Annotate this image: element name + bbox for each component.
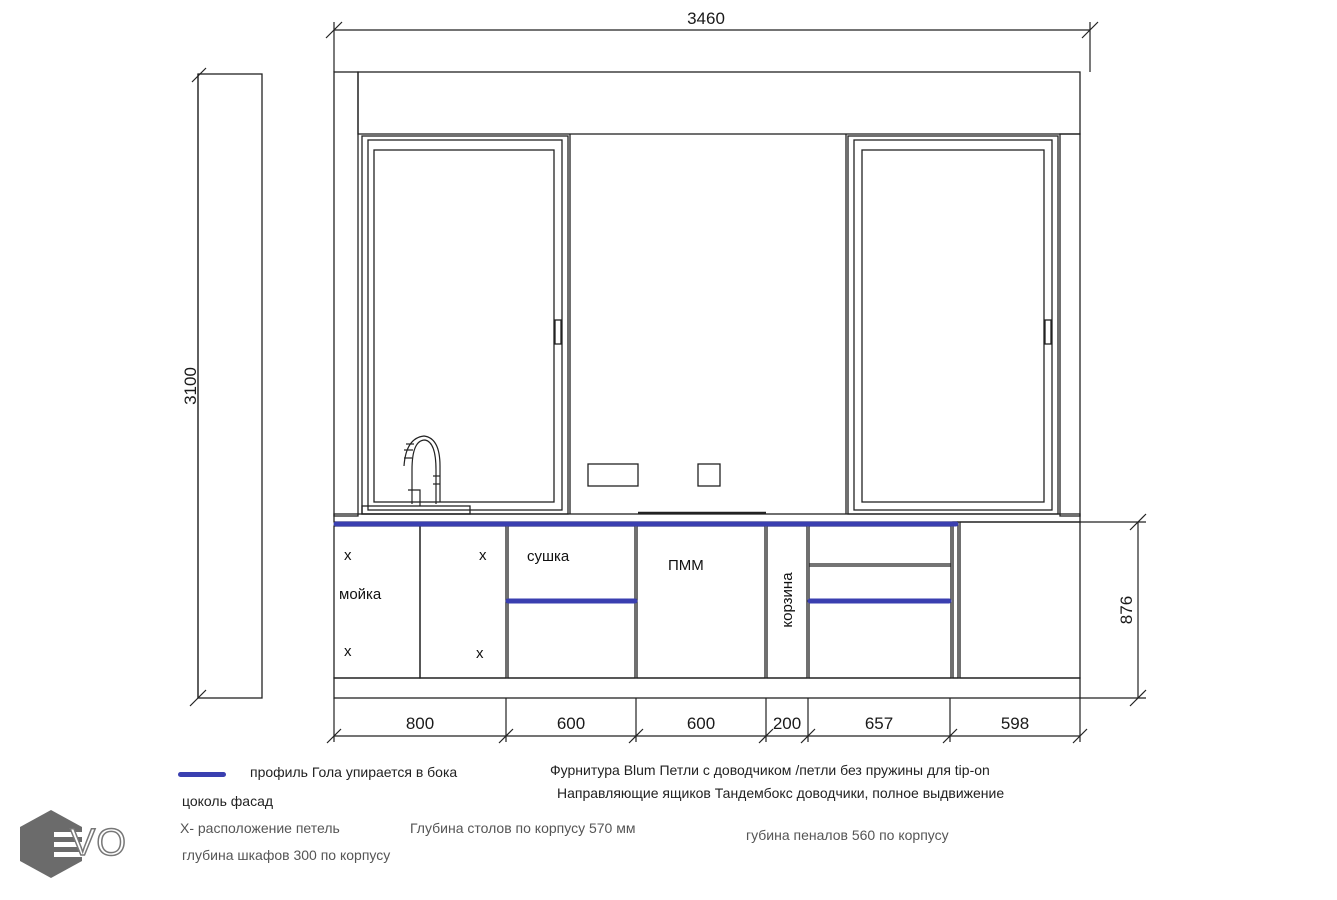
dim-base-height: 876 [1117, 595, 1136, 625]
label-dryer: сушка [527, 548, 570, 565]
double-socket [588, 464, 638, 486]
note-hardware-line2: Направляющие ящиков Тандембокс доводчики, полное выдвижение [557, 785, 1005, 801]
legend-gola-text: профиль Гола упирается в бока [250, 764, 458, 780]
dim-segment: 657 [864, 714, 894, 733]
label-basket: корзина [779, 572, 796, 628]
label-dishwasher: ПММ [668, 557, 704, 574]
countertop [334, 514, 1080, 522]
left-wall [198, 74, 262, 698]
left-window [362, 136, 568, 514]
dim-segment: 200 [772, 714, 802, 733]
gola-profiles [336, 524, 956, 601]
left-frame [334, 72, 358, 516]
note-counter-depth: Глубина столов по корпусу 570 мм [410, 820, 636, 836]
dim-total-height: 3100 [181, 367, 200, 405]
legend-plinth-text: цоколь фасад [182, 793, 274, 809]
top-soffit [358, 72, 1080, 134]
base-cabinets [334, 522, 1080, 698]
dim-total-width: 3460 [687, 9, 725, 28]
dim-segment: 600 [686, 714, 716, 733]
hinge-mark: x [344, 547, 352, 564]
label-sink: мойка [339, 586, 382, 603]
note-tall-depth: губина пеналов 560 по корпусу [746, 827, 949, 843]
note-hardware-line1: Фурнитура Blum Петли с доводчиком /петли без пружины для tip-on [550, 762, 990, 778]
dim-segment: 600 [556, 714, 586, 733]
single-socket [698, 464, 720, 486]
note-hinges: Х- расположение петель [180, 820, 340, 836]
gola-legend-swatch [178, 772, 226, 777]
hinge-mark: x [476, 645, 484, 662]
evo-logo [18, 808, 158, 880]
dim-segment: 800 [405, 714, 435, 733]
faucet-icon [404, 436, 440, 506]
right-window [848, 136, 1058, 514]
logo-text: VO [70, 822, 127, 864]
hinge-mark: x [344, 643, 352, 660]
right-frame [1060, 134, 1080, 516]
hinge-mark: x [479, 547, 487, 564]
note-wall-depth: глубина шкафов 300 по корпусу [182, 847, 391, 863]
dim-segment: 598 [1000, 714, 1030, 733]
